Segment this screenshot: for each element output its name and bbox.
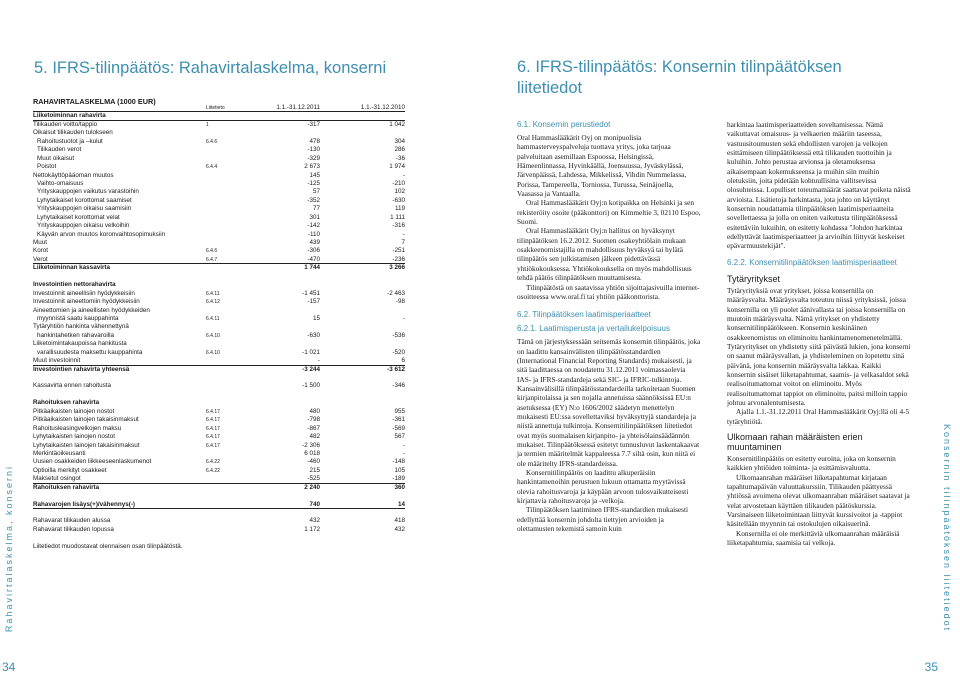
row-value-2011: -2 306 bbox=[302, 441, 320, 449]
header-2010: 1.1.-31.12.2010 bbox=[360, 104, 405, 111]
table-row bbox=[33, 408, 405, 416]
row-value-2011: 740 bbox=[309, 500, 320, 508]
table-row bbox=[33, 273, 405, 281]
row-value-2010: 304 bbox=[394, 137, 405, 145]
row-value-2011: -125 bbox=[307, 179, 320, 187]
row-label: Investoinnit aineellisiin hyödykkeisiin bbox=[33, 289, 135, 297]
table-row bbox=[33, 197, 405, 205]
row-value-2010: -569 bbox=[392, 424, 405, 432]
paragraph: Konsernitilinpäätös on esitetty euroina, joka on konsernin kaikkien yhtiöiden toiminta- ja esittämisvaluutta. bbox=[727, 453, 896, 473]
table-row bbox=[33, 332, 405, 340]
table-row bbox=[33, 458, 405, 466]
row-value-2010: - bbox=[402, 449, 405, 457]
row-value-2011: -352 bbox=[307, 196, 320, 204]
section-6-2-heading: 6.2. Tilinpäätöksen laatimisperiaatteet bbox=[517, 310, 651, 320]
row-note: 6.4.17 bbox=[206, 408, 220, 415]
table-row bbox=[33, 433, 405, 441]
row-value-2011: - bbox=[317, 357, 320, 365]
table-row bbox=[33, 129, 405, 137]
paragraph: Tilinpäätöksen laatiminen IFRS-standardien mukaisesti edellyttää konsernin johdolta tiettyjen arvioiden ja olettamusten tekemistä samoin kuin bbox=[517, 505, 689, 534]
table-row bbox=[33, 526, 405, 534]
currency-heading: Ulkomaan rahan määräisten erien muuntaminen bbox=[727, 431, 863, 452]
row-label: Rahavarat tilikauden alussa bbox=[33, 517, 111, 525]
row-value-2011: -306 bbox=[307, 247, 320, 255]
row-value-2010: 360 bbox=[394, 483, 405, 491]
row-value-2010: 567 bbox=[394, 433, 405, 441]
row-value-2011: -460 bbox=[307, 458, 320, 466]
row-label: Rahavarat tilikauden lopussa bbox=[33, 525, 114, 533]
row-value-2011: -157 bbox=[307, 298, 320, 306]
row-value-2011: 1 172 bbox=[304, 525, 320, 533]
row-value-2010: 1 974 bbox=[389, 163, 405, 171]
row-label: Aineettomien ja aineellisten hyödykkeiden bbox=[33, 306, 150, 314]
row-value-2010: -536 bbox=[392, 331, 405, 339]
paragraph: harkintaa laatimisperiaatteiden soveltamisessa. Nämä vaikuttavat omaisuus- ja velkaerien määriin taseessa, vastuusitoumusten sekä ehdollisten varojen ja velkojen esittämiseen tilinpäätöksessä että tilikauden tuottoihin ja kuluihin. Johto perustaa arvionsa ja oletamuksensa aikaisempaan kokemukseensa ja muihin siin muihin oletuksiin, joita pidetään kohtuullisina vallitsevissa olosuhteissa. Lopulliset toteumamäärät saattavat poiketa näistä arvioista. Lisätietoja harkintasta, jota johto on käyttänyt konsernin noudattamia tilinpäätöksen laatimisperiaatteita sovellettaessa ja jolla on eniten vaikutusta tilinpäätöksessä esitettäviin lukuihin, on esitetty kohdassa "Johdon harkintaa edellyttävät laatimisperiaatteet ja arvioihin liittyvät keskeiset epävarmuustekijät". bbox=[727, 120, 911, 251]
row-value-2010: -520 bbox=[392, 348, 405, 356]
table-row bbox=[33, 323, 405, 331]
row-value-2010: -630 bbox=[392, 196, 405, 204]
row-value-2010: - bbox=[402, 230, 405, 238]
table-row bbox=[33, 138, 405, 146]
table-row bbox=[33, 534, 405, 542]
row-value-2010: -316 bbox=[392, 222, 405, 230]
row-label: Uusien osakkeiden liikkeeseenlaskumenot bbox=[33, 458, 152, 466]
row-label: Muut investoinnit bbox=[33, 357, 81, 365]
right-title-line2: liitetiedot bbox=[517, 79, 583, 97]
row-value-2011: 57 bbox=[312, 188, 320, 196]
row-value-2010: -148 bbox=[392, 458, 405, 466]
row-label: Rahoituksen rahavirta bbox=[33, 483, 100, 491]
table-header bbox=[33, 104, 405, 112]
row-value-2010: 7 bbox=[401, 239, 405, 246]
row-value-2010: 3 266 bbox=[389, 264, 405, 272]
row-value-2010: -346 bbox=[392, 382, 405, 390]
row-label: Nettokäyttöpääoman muutos bbox=[33, 171, 114, 179]
row-label: Rahoituksen rahavirta bbox=[33, 399, 100, 407]
row-label: myynnistä saatu kauppahinta bbox=[37, 314, 119, 322]
table-row bbox=[33, 290, 405, 298]
row-value-2010: - bbox=[402, 441, 405, 449]
row-label: Yrityskauppojen oikaisu velkoihin bbox=[37, 222, 130, 230]
table-row bbox=[33, 112, 405, 120]
row-note: 6.4.10 bbox=[206, 332, 220, 339]
table-row bbox=[33, 349, 405, 357]
table-row bbox=[33, 442, 405, 450]
row-value-2011: 432 bbox=[309, 517, 320, 525]
row-value-2010: -2 463 bbox=[387, 289, 405, 297]
row-label: Liitetiedot muodostavat olennaisen osan tilinpäätöstä. bbox=[33, 542, 183, 550]
row-value-2011: -798 bbox=[307, 416, 320, 424]
row-label: Pitkäaikaisten lainojen takaisinmaksut bbox=[33, 416, 139, 424]
table-row bbox=[33, 298, 405, 306]
table-row bbox=[33, 450, 405, 458]
table-row bbox=[33, 231, 405, 239]
row-value-2011: 77 bbox=[312, 205, 320, 213]
row-value-2010: 286 bbox=[394, 146, 405, 154]
paragraph: Oral Hammaslääkärit Oyj:n kotipaikka on Helsinki ja sen rekisteröity osoite (pääkonttori) on Kimmeltie 3, 02110 Espoo, Suomi. bbox=[517, 198, 701, 227]
row-label: Investoinnit aineettomiin hyödykkeisiin bbox=[33, 298, 140, 306]
row-value-2011: 480 bbox=[309, 407, 320, 415]
row-label: Lyhytaikaisten lainojen takaisinmaksut bbox=[33, 441, 140, 449]
table-row bbox=[33, 307, 405, 315]
row-label: Tytäryhtiön hankinta vähennettynä bbox=[33, 323, 129, 331]
cash-flow-table bbox=[33, 104, 405, 551]
right-side-label: Konsernin tilinpäätöksen liitetiedot bbox=[942, 423, 952, 632]
row-label: Lyhytaikaiset korottomat saamiset bbox=[37, 196, 132, 204]
row-value-2011: -470 bbox=[307, 255, 320, 263]
row-note: 6.4.22 bbox=[206, 467, 220, 474]
row-value-2011: -329 bbox=[307, 154, 320, 162]
table-row bbox=[33, 315, 405, 323]
section-6-1-heading: 6.1. Konsernin perustiedot bbox=[517, 120, 611, 129]
row-value-2010: 1 042 bbox=[389, 120, 405, 128]
table-row bbox=[33, 340, 405, 348]
row-value-2011: 301 bbox=[309, 213, 320, 221]
row-note: 6.4.17 bbox=[206, 434, 220, 441]
row-label: Poistot bbox=[37, 163, 57, 171]
table-row bbox=[33, 391, 405, 399]
row-value-2010: 955 bbox=[394, 407, 405, 415]
table-row bbox=[33, 475, 405, 483]
row-label: Lyhytaikaisten lainojen nostot bbox=[33, 433, 116, 441]
row-label: hankintahetken rahavaroilla bbox=[37, 331, 115, 339]
row-value-2011: -1 021 bbox=[302, 348, 320, 356]
header-2011: 1.1.-31.12.2011 bbox=[276, 104, 320, 111]
row-label: Oikaisut tilikauden tulokseen bbox=[33, 129, 113, 137]
row-label: Lyhytaikaiset korottomat velat bbox=[37, 213, 120, 221]
row-label: Liiketoiminnan rahavirta bbox=[33, 112, 106, 120]
row-label: Maksetut osingot bbox=[33, 475, 81, 483]
table-row bbox=[33, 416, 405, 424]
row-value-2011: 1 744 bbox=[304, 264, 320, 272]
table-row bbox=[33, 239, 405, 247]
row-value-2010: -251 bbox=[392, 247, 405, 255]
row-value-2010: -210 bbox=[392, 179, 405, 187]
row-value-2010: -361 bbox=[392, 416, 405, 424]
paragraph: Tilinpäätöstä on saatavissa yhtiön sijoittajasivuilla internet-osoitteessa www.oral.fi tai yhtiön pääkonttorista. bbox=[517, 282, 700, 301]
row-label: Rahavarojen lisäys(+)/vähennys(-) bbox=[33, 500, 136, 508]
row-value-2010: 105 bbox=[394, 466, 405, 474]
row-label: Liiketoimintakaupoissa hankitusta bbox=[33, 340, 127, 348]
row-value-2010: 119 bbox=[394, 205, 405, 213]
row-note: 6.4.17 bbox=[206, 442, 220, 449]
table-row bbox=[33, 163, 405, 171]
row-label: Tilikauden verot bbox=[37, 146, 82, 154]
row-note: 6.4.10 bbox=[206, 349, 220, 356]
row-label: Yrityskauppojen oikaisu saamisiin bbox=[37, 205, 132, 213]
row-note: 6.4.11 bbox=[206, 315, 220, 322]
table-row bbox=[33, 492, 405, 500]
row-note: 6.4.7 bbox=[206, 256, 218, 263]
table-row bbox=[33, 214, 405, 222]
row-label: Tilikauden voitto/tappio bbox=[33, 120, 98, 128]
table-row bbox=[33, 366, 405, 374]
table-row bbox=[33, 188, 405, 196]
row-value-2011: -1 500 bbox=[302, 382, 320, 390]
row-value-2011: -317 bbox=[307, 120, 320, 128]
right-column-1 bbox=[517, 120, 701, 533]
row-label: Korot bbox=[33, 247, 49, 255]
row-note: 6.4.6 bbox=[206, 138, 218, 145]
row-value-2011: -525 bbox=[307, 475, 320, 483]
paragraph: Oral Hammaslääkärit Oyj on monipuolisia hammasterveyspalveluja tuottava yritys, joka tarjoaa palveluitaan asemillaan Espoossa, Helsingissä, Hämeenlinnassa, Hyvinkäällä, Joensuussa, Jyväskylässä, Järvenpäässä, Lahdessa, Mikkelissä, Vihdin Nummelassa, Porissa, Tampereella, Torniossa, Turussa, Seinäjoella, Vaasassa ja Vantaalla. bbox=[517, 133, 687, 199]
row-note: 6.4.17 bbox=[206, 425, 220, 432]
row-value-2011: 482 bbox=[309, 433, 320, 441]
table-row bbox=[33, 256, 405, 264]
row-value-2010: 102 bbox=[394, 188, 405, 196]
row-value-2010: 432 bbox=[394, 525, 405, 533]
row-label: Verot bbox=[33, 255, 48, 263]
row-value-2010: -36 bbox=[395, 154, 405, 162]
row-note: 6.4.12 bbox=[206, 299, 220, 306]
table-row bbox=[33, 467, 405, 475]
row-label: Liiketoiminnan kassavirta bbox=[33, 264, 110, 272]
paragraph: Tytäryrityksiä ovat yritykset, joissa konsernilla on määräysvalta. Määräysvalta toteutuu niissä yrityksissä, joissa konsernilla on yli puolet äänivallasta tai joissa konsernilla on muutoin määräysvalta. Nämä yritykset on yhdistetty konsernitilinpäätökseen. Konsernin keskinäinen osakkeenomistus on eliminoitu hankintamenomenetelmällä. Tytäryritykset on yhdistetty siitä päivästä lukien, jona konserni on saanut määräysvallan, ja yhdisteleminen on lopetettu sinä päivänä, jona konsernin määräysvalta lakkaa. Kaikki konsernin sisäiset liiketapahtumat, saamis- ja velkasaldot sekä realisoitumattomat voitot on eliminoitu. Myös realisoitumattomat tappiot on eliminoitu, paitsi milloin tappio johtuu arvonalentumisesta. bbox=[727, 285, 911, 407]
row-value-2011: 145 bbox=[309, 171, 320, 179]
right-title-line1: 6. IFRS-tilinpäätös: Konsernin tilinpäätöksen bbox=[517, 58, 842, 76]
table-row bbox=[33, 172, 405, 180]
table-row bbox=[33, 205, 405, 213]
paragraph: Ulkomaanrahan määräiset liiketapahtumat kirjataan tapahtumapäivän valuuttakurssiin. Tilikauden päättyessä yhtiössä avoimena olevat ulkomaanrahan määräiset saatavat ja velat arvostetaan käyttäen tilikauden päätöskurssia. Varsinaiseen liiketoimintaan liittyvät kurssivoitot ja -tappiot käsitellään myynnin tai ostokulujen oikaisuerinä. bbox=[727, 472, 910, 529]
table-row bbox=[33, 264, 405, 272]
table-row bbox=[33, 509, 405, 517]
row-value-2010: -189 bbox=[392, 475, 405, 483]
paragraph: Konsernitilinpäätös on laadittu alkuperäisiin hankintamenoihin perustuen lukuun ottamatta myytävissä olevia rahoitusvaroja ja käypään arvoon tulosvaikutteisesti kirjattavia rahoitusvaroja ja -velkoja. bbox=[517, 468, 689, 506]
header-note: Liitetieto bbox=[206, 105, 225, 111]
row-label: Käyvän arvon muutos koronvaihtosopimuksiin bbox=[37, 230, 166, 238]
paragraph: Ajalla 1.1.-31.12.2011 Oral Hammaslääkärit Oyj:llä oli 4-5 tytäryhtiötä. bbox=[727, 407, 910, 426]
table-row bbox=[33, 121, 405, 129]
row-value-2010: 14 bbox=[397, 500, 405, 508]
paragraph: Konsernilla ei ole merkittäviä ulkomaanrahan määräisiä liiketapahtumia, saamisia tai velkoja. bbox=[727, 528, 900, 548]
row-value-2010: -98 bbox=[395, 298, 405, 306]
left-page-number: 34 bbox=[2, 660, 16, 674]
table-row bbox=[33, 543, 405, 551]
table-row bbox=[33, 484, 405, 492]
row-value-2011: 2 240 bbox=[304, 483, 320, 491]
row-note: 1 bbox=[206, 121, 209, 128]
row-value-2011: -110 bbox=[307, 230, 320, 238]
row-value-2011: -142 bbox=[307, 222, 320, 230]
table-row bbox=[33, 357, 405, 365]
table-row bbox=[33, 146, 405, 154]
row-label: Investointien nettorahavirta bbox=[33, 281, 116, 289]
subsidiaries-heading: Tytäryritykset bbox=[727, 273, 781, 284]
row-value-2010: -3 612 bbox=[387, 365, 405, 373]
row-label: Optioilla merkityt osakkeet bbox=[33, 466, 107, 474]
paragraph: Tämä on järjestyksessään seitsemäs konsernin tilinpäätös, joka on laadittu kansainvälisten tilinpäätösstandardien (International Financial Reporting Standards) mukaisesti, ja sitä laadittaessa on noudatettu 31.12.2011 voimassaolevia IAS- ja IFRS-standardeja sekä SIC- ja IFRIC-tulkintoja. Kansainvälisillä tilinpäätösstandardeilla tarkoitetaan Suomen kirjanpitolaissa ja sen nojalla annetuissa säännöksissä EU:n asetuksessa (EY) N:o 1606/2002 säädetyn menettelyn mukaisesti EU:ssa sovellettaviksi hyväksyttyjä standardeja ja niistä annettuja tulkintoja. Konsernitilinpäätöksen liitetiedot ovat myös suomalaisen kirjanpito- ja yhteisölainsäädännön mukaiset. Tilinpäätöksessä esitetyt tunnusluvut laskentakaavat ja termien määritelmät kappaleessa 7.7 siltä osin, kun niitä ei ole määritelty IFRS-standardeissa. bbox=[517, 337, 701, 468]
row-note: 6.4.11 bbox=[206, 290, 220, 297]
row-value-2011: -867 bbox=[307, 424, 320, 432]
right-column-2 bbox=[727, 120, 911, 547]
row-value-2010: 1 111 bbox=[390, 213, 405, 221]
table-row bbox=[33, 222, 405, 230]
row-value-2011: -130 bbox=[307, 146, 320, 154]
row-note: 6.4.22 bbox=[206, 459, 220, 466]
row-value-2010: 418 bbox=[394, 517, 405, 525]
row-label: Pitkäaikaisten lainojen nostot bbox=[33, 407, 115, 415]
table-row bbox=[33, 281, 405, 289]
row-value-2010: - bbox=[402, 171, 405, 179]
right-page-title bbox=[517, 57, 842, 99]
row-value-2011: 6 018 bbox=[304, 449, 320, 457]
row-value-2010: -236 bbox=[392, 255, 405, 263]
table-title: RAHAVIRTALASKELMA (1000 EUR) bbox=[33, 97, 156, 106]
row-value-2010: 6 bbox=[401, 357, 405, 365]
row-note: 6.4.4 bbox=[206, 164, 218, 171]
row-label: Kassavirta ennen rahoitusta bbox=[33, 382, 112, 390]
table-row bbox=[33, 374, 405, 382]
row-label: Muut bbox=[33, 239, 47, 246]
row-note: 6.4.6 bbox=[206, 248, 218, 255]
row-value-2010: - bbox=[402, 314, 405, 322]
row-label: Merkintäoikeusanti bbox=[33, 449, 86, 457]
row-value-2011: -630 bbox=[307, 331, 320, 339]
row-label: Investointien rahavirta yhteensä bbox=[33, 365, 130, 373]
table-row bbox=[33, 155, 405, 163]
table-row bbox=[33, 517, 405, 525]
row-value-2011: 2 673 bbox=[304, 163, 320, 171]
row-label: Muut oikaisut bbox=[37, 154, 75, 162]
paragraph: Oral Hammaslääkärit Oyj:n hallitus on hyväksynyt tilinpäätöksen 16.2.2012. Suomen osakeyhtiölain mukaan osakkeenomistajilla on mahdollisuus hyväksyä tai hylätä tilinpäätös sen julkistamisen jälkeen pidettävässä yhtiökokouksessa. Yhtiökokouksella on myös mahdollisuus tehdä päätös tilinpäätöksen muuttamisesta. bbox=[517, 226, 692, 283]
row-value-2011: 478 bbox=[309, 137, 320, 145]
row-label: Rahoitustuotot ja –kulut bbox=[37, 137, 103, 145]
table-row bbox=[33, 247, 405, 255]
row-value-2011: 439 bbox=[309, 239, 320, 246]
row-label: Vaihto-omaisuus bbox=[37, 179, 84, 187]
section-6-2-1-heading: 6.2.1. Laatimisperusta ja vertailukelpoisuus bbox=[517, 324, 670, 334]
left-side-label: Rahavirtalaskelma, konserni bbox=[4, 464, 14, 632]
row-label: Yrityskauppojen vaikutus varastoihin bbox=[37, 188, 139, 196]
table-row bbox=[33, 382, 405, 390]
row-value-2011: -1 451 bbox=[302, 289, 320, 297]
row-value-2011: 215 bbox=[309, 466, 320, 474]
row-value-2011: 15 bbox=[312, 314, 320, 322]
row-label: varallisuudesta maksettu kauppahinta bbox=[37, 348, 143, 356]
row-label: Rahoitusleasingvelkojen maksu bbox=[33, 424, 122, 432]
section-6-2-2-heading: 6.2.2. Konsernitilinpäätöksen laatimisperiaatteet bbox=[727, 257, 897, 267]
row-note: 6.4.17 bbox=[206, 417, 220, 424]
table-row bbox=[33, 399, 405, 407]
table-row bbox=[33, 501, 405, 509]
left-page-title: 5. IFRS-tilinpäätös: Rahavirtalaskelma, konserni bbox=[34, 59, 387, 77]
row-value-2011: -3 244 bbox=[302, 365, 320, 373]
table-row bbox=[33, 180, 405, 188]
table-row bbox=[33, 425, 405, 433]
right-page-number: 35 bbox=[924, 660, 938, 674]
